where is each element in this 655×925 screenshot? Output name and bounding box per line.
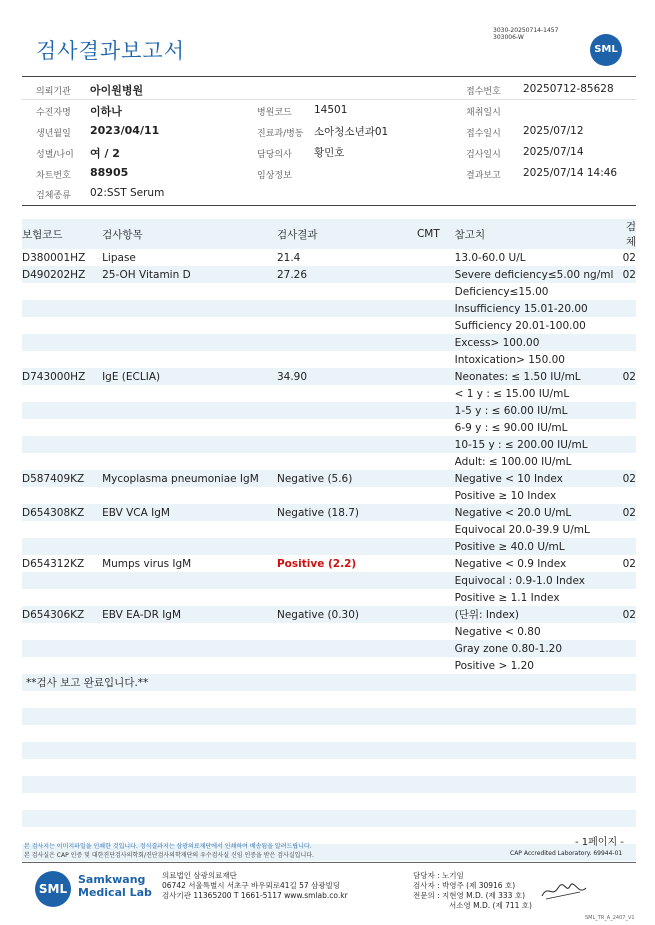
table-row (22, 351, 636, 368)
table-cell (455, 691, 623, 708)
table-cell (623, 759, 636, 776)
table-cell (402, 368, 455, 385)
table-cell (623, 419, 636, 436)
table-cell (402, 606, 455, 623)
table-cell: Equivocal : 0.9-1.0 Index (455, 572, 623, 589)
table-row (22, 368, 636, 385)
table-cell (277, 487, 402, 504)
table-cell: Negative (0.30) (277, 606, 402, 623)
table-cell: EBV EA-DR IgM (102, 606, 277, 623)
table-cell (402, 657, 455, 674)
table-cell (277, 317, 402, 334)
table-cell (623, 640, 636, 657)
table-cell (623, 487, 636, 504)
table-cell: 27.26 (277, 266, 402, 283)
table-cell (22, 759, 102, 776)
table-row (22, 742, 636, 759)
table-cell (402, 317, 455, 334)
table-cell (623, 742, 636, 759)
birth-date: 2023/04/11 (90, 124, 160, 137)
table-row (22, 283, 636, 300)
table-cell: Positive ≥ 10 Index (454, 489, 557, 502)
table-cell (102, 810, 277, 827)
table-cell (102, 759, 277, 776)
chart-no: 88905 (90, 166, 129, 179)
table-cell (102, 300, 277, 317)
hospital-code: 14501 (314, 104, 348, 116)
table-row (22, 606, 636, 623)
table-cell: D380001HZ (22, 251, 86, 264)
table-cell: Negative < 10 Index (455, 470, 623, 487)
table-cell (402, 351, 455, 368)
table-cell (402, 572, 455, 589)
table-cell: 34.90 (277, 368, 402, 385)
table-cell: Mumps virus IgM (102, 557, 192, 570)
table-cell (22, 810, 102, 827)
table-cell: Sufficiency 20.01-100.00 (454, 319, 586, 332)
table-cell: 13.0-60.0 U/L (454, 251, 526, 264)
table-header: 보험코드 검사항목 검사결과 CMT 참고치 검체 (22, 221, 636, 248)
table-cell (102, 725, 277, 742)
table-cell (22, 657, 102, 674)
table-cell (623, 283, 636, 300)
table-cell: Severe deficiency≤5.00 ng/ml (455, 266, 623, 283)
table-cell: < 1 y : ≤ 15.00 IU/mL (454, 387, 570, 400)
table-cell: 02 (623, 504, 636, 521)
table-cell (277, 453, 402, 470)
table-row (22, 300, 636, 317)
table-row (22, 419, 636, 436)
table-cell (623, 793, 636, 810)
table-cell (22, 793, 102, 810)
table-cell (102, 283, 277, 300)
table-cell (402, 504, 455, 521)
table-row (22, 589, 636, 606)
table-cell (455, 810, 623, 827)
table-cell: Neonates: ≤ 1.50 IU/mL (455, 368, 623, 385)
table-row (22, 521, 636, 538)
table-cell (623, 623, 636, 640)
table-row (22, 266, 636, 283)
table-cell (402, 793, 455, 810)
table-cell (455, 793, 623, 810)
table-row (22, 538, 636, 555)
table-cell (623, 317, 636, 334)
table-cell (623, 708, 636, 725)
table-cell (623, 725, 636, 742)
table-cell (623, 810, 636, 827)
table-cell: D654312KZ (22, 557, 85, 570)
table-cell: D654308KZ (22, 504, 102, 521)
table-cell (277, 436, 402, 453)
table-cell (277, 538, 402, 555)
sex-age: 여 / 2 (90, 147, 120, 160)
receipt-no: 20250712-85628 (523, 83, 614, 95)
table-cell (623, 436, 636, 453)
table-cell (102, 385, 277, 402)
table-cell (277, 300, 402, 317)
table-cell (277, 725, 402, 742)
table-row (22, 487, 636, 504)
table-row (22, 708, 636, 725)
table-cell (102, 419, 277, 436)
table-cell (402, 266, 455, 283)
table-cell: 02 (623, 470, 636, 487)
table-row (22, 793, 636, 810)
table-cell (102, 589, 277, 606)
table-row (22, 810, 636, 827)
table-cell: D490202HZ (22, 266, 102, 283)
table-row (22, 453, 636, 470)
table-cell (22, 436, 102, 453)
table-cell (102, 521, 277, 538)
table-cell (402, 827, 455, 844)
table-cell: 25-OH Vitamin D (102, 266, 277, 283)
test-date: 2025/07/14 (523, 146, 584, 158)
table-cell (102, 334, 277, 351)
cap-label: CAP Accredited Laboratory. 69944-01 (510, 850, 623, 857)
document-id: 3030-20250714-1457 303006-W (493, 27, 559, 41)
table-cell (402, 453, 455, 470)
table-cell (402, 436, 455, 453)
table-row (22, 657, 636, 674)
table-cell (455, 725, 623, 742)
table-cell (402, 249, 455, 266)
table-row (22, 504, 636, 521)
table-cell: 10-15 y : ≤ 200.00 IU/mL (455, 436, 623, 453)
table-cell (623, 385, 636, 402)
patient-name: 이하나 (90, 105, 122, 118)
report-date: 2025/07/14 14:46 (523, 167, 618, 179)
signature-icon (540, 880, 588, 902)
table-cell (102, 487, 277, 504)
table-cell (102, 708, 277, 725)
table-row (22, 572, 636, 589)
table-cell (402, 776, 455, 793)
table-cell (22, 572, 102, 589)
table-cell (402, 385, 455, 402)
table-cell (623, 691, 636, 708)
table-row (22, 640, 636, 657)
table-cell: Negative < 0.9 Index (454, 557, 567, 570)
table-cell: Deficiency≤15.00 (454, 285, 549, 298)
table-cell (277, 402, 402, 419)
table-cell (102, 317, 277, 334)
doctor: 황민호 (314, 147, 345, 159)
table-cell (22, 300, 102, 317)
table-cell (22, 334, 102, 351)
table-cell (277, 759, 402, 776)
table-cell (102, 436, 277, 453)
table-cell (102, 351, 277, 368)
sml-footer-logo-icon: SML (35, 871, 71, 907)
table-cell (277, 793, 402, 810)
table-cell (22, 521, 102, 538)
table-cell (102, 453, 277, 470)
table-cell (402, 300, 455, 317)
table-cell (277, 419, 402, 436)
table-cell (102, 623, 277, 640)
table-cell: Equivocal 20.0-39.9 U/mL (454, 523, 590, 536)
table-cell (402, 402, 455, 419)
table-cell (277, 572, 402, 589)
table-cell (277, 283, 402, 300)
table-cell: Negative (18.7) (277, 504, 402, 521)
table-cell (22, 623, 102, 640)
table-cell (22, 487, 102, 504)
form-id: SML_TR_A_2407_V1 (585, 915, 635, 921)
table-cell (623, 844, 636, 861)
table-cell (402, 623, 455, 640)
table-cell: Excess> 100.00 (455, 334, 623, 351)
table-cell (22, 640, 102, 657)
table-cell (22, 589, 102, 606)
table-cell: Positive > 1.20 (454, 659, 534, 672)
table-cell: IgE (ECLIA) (102, 368, 277, 385)
table-row (22, 402, 636, 419)
table-cell (22, 351, 102, 368)
table-cell (22, 402, 102, 419)
table-row (22, 725, 636, 742)
table-cell: 02 (623, 606, 636, 623)
table-cell (623, 521, 636, 538)
table-row (22, 623, 636, 640)
table-cell (402, 589, 455, 606)
table-cell (623, 351, 636, 368)
table-cell (22, 317, 102, 334)
table-cell (623, 300, 636, 317)
table-cell (22, 691, 102, 708)
table-cell (22, 725, 102, 742)
table-cell: (단위: Index) (455, 606, 623, 623)
table-cell (277, 589, 402, 606)
table-cell (102, 657, 277, 674)
table-cell (402, 334, 455, 351)
table-cell (102, 742, 277, 759)
table-cell (22, 453, 102, 470)
table-row (22, 470, 636, 487)
table-cell: Mycoplasma pneumoniae IgM (102, 470, 277, 487)
table-cell (402, 708, 455, 725)
table-row (22, 555, 636, 572)
table-cell (402, 640, 455, 657)
receipt-date: 2025/07/12 (523, 125, 584, 137)
table-row (22, 317, 636, 334)
table-cell (102, 776, 277, 793)
table-cell (277, 351, 402, 368)
accreditation-note: 본 검사실은 CAP 인증 및 대한진단검사의학회/진단검사의학재단의 우수검사실 신임 인증을 받은 검사실입니다. (24, 852, 314, 859)
table-row (22, 436, 636, 453)
table-cell (102, 640, 277, 657)
page-title: 검사결과보고서 (36, 39, 186, 63)
table-cell (623, 334, 636, 351)
table-cell (277, 640, 402, 657)
table-cell (277, 385, 402, 402)
table-cell (402, 555, 455, 572)
table-cell (277, 708, 402, 725)
table-cell (402, 691, 455, 708)
table-row (22, 759, 636, 776)
table-cell (277, 691, 402, 708)
table-cell (102, 402, 277, 419)
table-cell (402, 844, 455, 861)
table-cell (455, 776, 623, 793)
department: 소아청소년과01 (314, 126, 389, 138)
table-cell (102, 691, 277, 708)
sml-logo-icon: SML (590, 34, 622, 66)
table-cell (402, 538, 455, 555)
table-cell (623, 589, 636, 606)
table-cell (455, 742, 623, 759)
table-cell (455, 708, 623, 725)
table-cell (277, 657, 402, 674)
table-cell (22, 385, 102, 402)
table-cell (277, 623, 402, 640)
table-cell (402, 283, 455, 300)
table-cell: 02 (623, 368, 636, 385)
table-cell (402, 470, 455, 487)
table-cell (22, 742, 102, 759)
table-cell: 1-5 y : ≤ 60.00 IU/mL (455, 402, 623, 419)
table-cell: D743000HZ (22, 368, 102, 385)
table-cell (102, 538, 277, 555)
page-number: - 1페이지 - (575, 837, 624, 848)
table-cell (623, 861, 636, 878)
table-cell (22, 283, 102, 300)
table-row (22, 334, 636, 351)
table-cell (402, 521, 455, 538)
table-cell (623, 402, 636, 419)
table-cell: EBV VCA IgM (102, 504, 277, 521)
table-cell (22, 776, 102, 793)
table-cell (623, 776, 636, 793)
table-cell: Positive ≥ 1.1 Index (454, 591, 560, 604)
table-cell: Positive (2.2) (276, 557, 357, 570)
table-cell (402, 810, 455, 827)
table-cell: Insufficiency 15.01-20.00 (455, 300, 623, 317)
table-cell: Gray zone 0.80-1.20 (455, 640, 623, 657)
table-cell: Lipase (102, 251, 136, 264)
table-row (22, 385, 636, 402)
results-table (22, 219, 636, 878)
table-cell (402, 742, 455, 759)
table-cell: Negative < 0.80 (454, 625, 541, 638)
table-cell (623, 453, 636, 470)
table-row (22, 249, 636, 266)
table-cell: 21.4 (276, 251, 301, 264)
table-cell: 02 (622, 251, 636, 264)
table-cell: Intoxication> 150.00 (454, 353, 565, 366)
completion-note: **검사 보고 완료입니다.** (22, 674, 636, 691)
table-cell: Adult: ≤ 100.00 IU/mL (454, 455, 572, 468)
table-row (22, 674, 636, 691)
table-cell: 6-9 y : ≤ 90.00 IU/mL (454, 421, 568, 434)
disclaimer: 본 검사지는 이미지파일을 인쇄한 것입니다. 정식결과지는 삼광의료재단에서 인쇄하여 배송됨을 알려드립니다. (24, 843, 312, 850)
lab-name: Samkwang Medical Lab (78, 873, 152, 899)
table-cell (22, 419, 102, 436)
staff-block: 담당자 : 노기임 검사자 : 박영주 (제 30916 호) 전문의 : 지현영 M.D. (제 333 호) 서소영 M.D. (제 711 호) (413, 871, 532, 910)
table-cell: D587409KZ (22, 470, 102, 487)
table-cell (623, 657, 636, 674)
table-cell (623, 538, 636, 555)
table-cell (22, 538, 102, 555)
divider (22, 76, 636, 77)
table-cell (277, 776, 402, 793)
table-row (22, 691, 636, 708)
table-cell: Positive ≥ 40.0 U/mL (455, 538, 623, 555)
institution: 아이원병원 (90, 84, 144, 97)
table-cell (277, 334, 402, 351)
table-cell: 02 (623, 266, 636, 283)
specimen-type: 02:SST Serum (90, 187, 165, 199)
table-cell (277, 742, 402, 759)
table-cell (22, 708, 102, 725)
table-cell (277, 810, 402, 827)
table-cell (455, 759, 623, 776)
table-cell (402, 487, 455, 504)
divider (22, 205, 636, 206)
table-cell: Negative < 20.0 U/mL (455, 504, 623, 521)
table-cell: D654306KZ (22, 606, 102, 623)
table-cell (623, 827, 636, 844)
table-row (22, 776, 636, 793)
table-cell (102, 793, 277, 810)
table-cell (277, 521, 402, 538)
table-cell (402, 419, 455, 436)
table-cell (402, 759, 455, 776)
table-cell (102, 572, 277, 589)
table-cell (623, 572, 636, 589)
table-cell: 02 (622, 557, 636, 570)
table-cell: Negative (5.6) (277, 470, 402, 487)
lab-address: 의료법인 삼광의료재단 06742 서울특별시 서초구 바우뫼로41길 57 삼광빌딩 검사기관 11365200 T 1661-5117 www.smlab.co.kr (162, 871, 348, 900)
table-cell (402, 725, 455, 742)
